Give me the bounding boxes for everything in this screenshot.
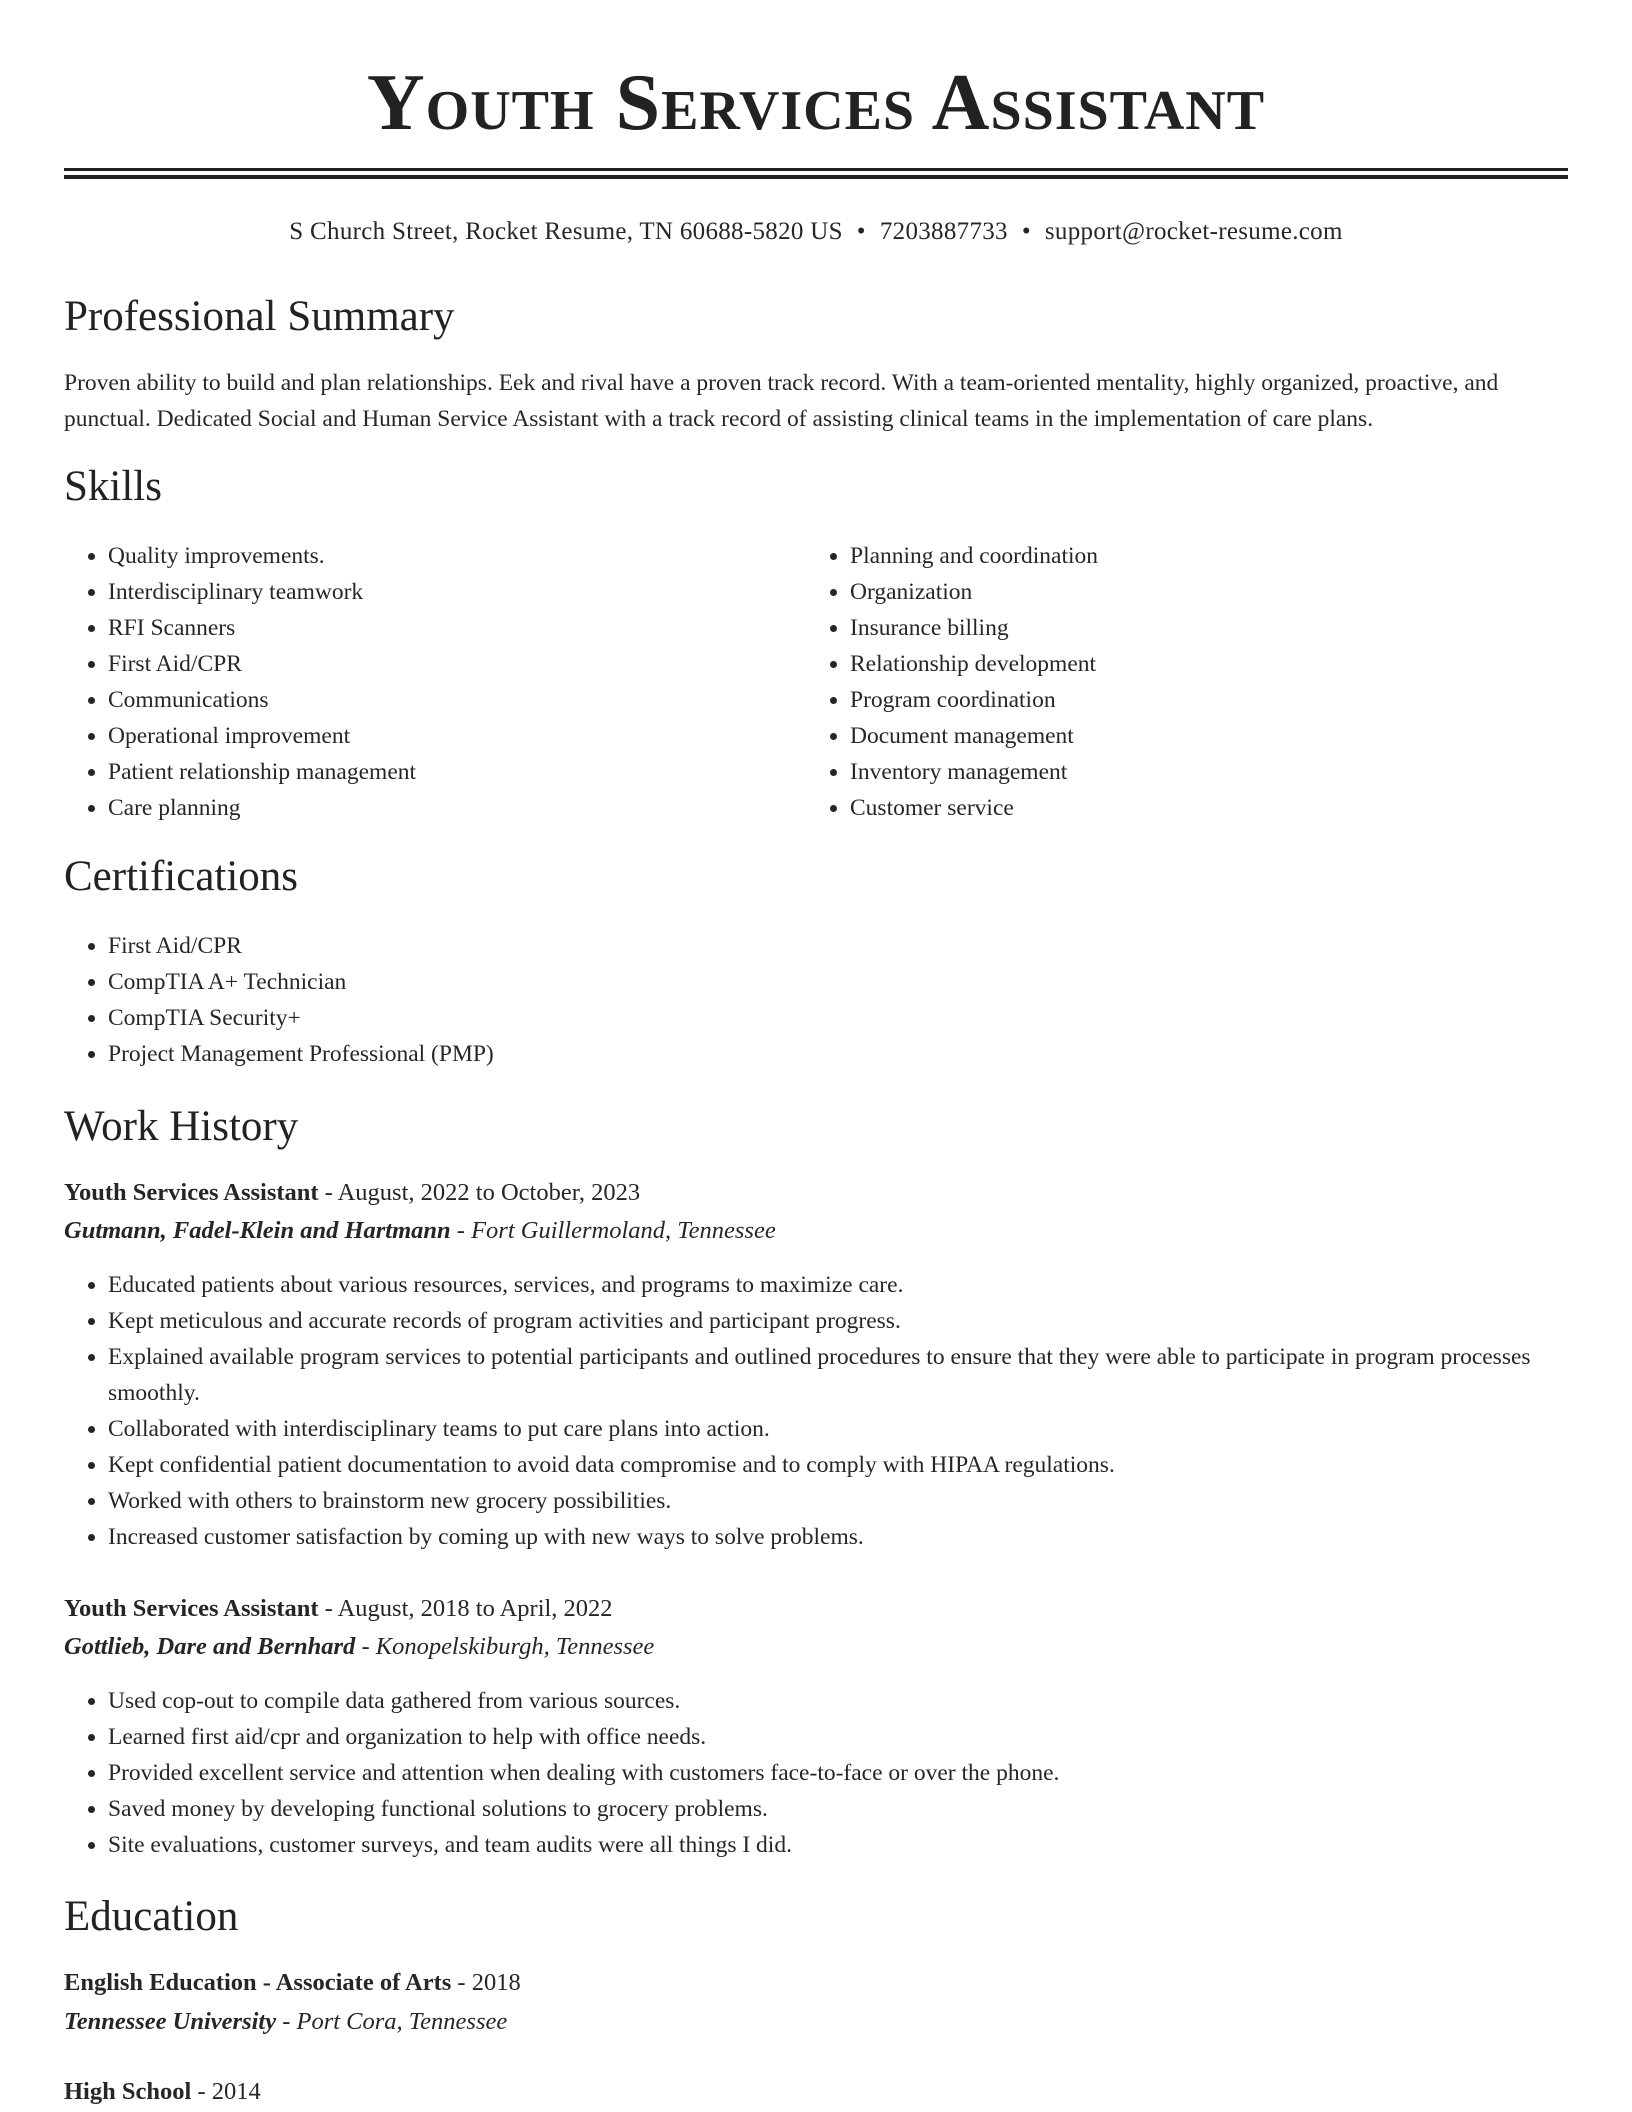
- work-history-heading: Work History: [64, 1103, 299, 1150]
- job-title: Youth Services Assistant: [64, 1595, 319, 1622]
- education-heading: Education: [64, 1893, 239, 1940]
- title-rule-thin: [64, 168, 1568, 171]
- education-school-line: [64, 2004, 507, 2040]
- summary-text: Proven ability to build and plan relationships. Eek and rival have a proven track record. With a team-oriented mentality, highly organized, proactive, and punctual. Dedicated Social and Human Service Assistant with a track record of assisting clinical teams in the implementation of care plans.: [64, 370, 1499, 432]
- contact-address: S Church Street, Rocket Resume, TN 60688-5820 US: [289, 218, 843, 245]
- education-degree: High School: [64, 2078, 192, 2105]
- job-duty: • Provided excellent service and attention when dealing with customers face-to-face or over the phone.: [108, 1755, 1608, 1791]
- education-year: - 2018: [451, 1969, 521, 1996]
- job-duty: • Kept meticulous and accurate records of program activities and participant progress.: [108, 1303, 1608, 1339]
- job-duty: • Saved money by developing functional solutions to grocery problems.: [108, 1791, 1608, 1827]
- certification-item: • First Aid/CPR: [108, 928, 1608, 964]
- skill-item: • Planning and coordination: [850, 538, 1550, 574]
- job-duty: • Used cop-out to compile data gathered from various sources.: [108, 1683, 1608, 1719]
- certifications-heading: Certifications: [64, 853, 299, 900]
- job-dates: - August, 2022 to October, 2023: [318, 1179, 641, 1206]
- job-company-line: [64, 1629, 654, 1665]
- job-company-line: [64, 1213, 776, 1249]
- job-title: Youth Services Assistant: [64, 1179, 319, 1206]
- certification-item: • CompTIA A+ Technician: [108, 964, 1608, 1000]
- job-dates: - August, 2018 to April, 2022: [318, 1595, 613, 1622]
- skill-item: • Communications: [108, 682, 798, 718]
- skill-item: • Customer service: [850, 790, 1550, 826]
- skill-item: • Care planning: [108, 790, 798, 826]
- title-rule-thick: [64, 175, 1568, 179]
- skill-item: • Inventory management: [850, 754, 1550, 790]
- skill-item: • Operational improvement: [108, 718, 798, 754]
- education-location: - Port Cora, Tennessee: [276, 2008, 508, 2035]
- contact-phone: 7203887733: [879, 218, 1008, 245]
- certification-item: • CompTIA Security+: [108, 1000, 1608, 1036]
- job-duty: • Kept confidential patient documentation to avoid data compromise and to comply with HIPAA regulations.: [108, 1447, 1608, 1483]
- skill-item: • Relationship development: [850, 646, 1550, 682]
- skills-heading: Skills: [64, 463, 162, 510]
- job-duty: • Worked with others to brainstorm new grocery possibilities.: [108, 1483, 1608, 1519]
- job-duties-list: [64, 1683, 1608, 1863]
- skill-item: • Patient relationship management: [108, 754, 798, 790]
- job-duty: • Educated patients about various resources, services, and programs to maximize care.: [108, 1267, 1608, 1303]
- job-location: - Fort Guillermoland, Tennessee: [450, 1217, 776, 1244]
- job-duty: • Collaborated with interdisciplinary teams to put care plans into action.: [108, 1411, 1608, 1447]
- skill-item: • Quality improvements.: [108, 538, 798, 574]
- job-duty: • Learned first aid/cpr and organization to help with office needs.: [108, 1719, 1608, 1755]
- job-title-line: [64, 1591, 613, 1627]
- job-location: - Konopelskiburgh, Tennessee: [355, 1633, 655, 1660]
- skill-item: • Organization: [850, 574, 1550, 610]
- contact-line: [0, 215, 1632, 249]
- job-duty: • Site evaluations, customer surveys, and team audits were all things I did.: [108, 1827, 1608, 1863]
- job-company: Gutmann, Fadel-Klein and Hartmann: [64, 1217, 451, 1244]
- skill-item: • Document management: [850, 718, 1550, 754]
- education-school: Tennessee University: [64, 2008, 277, 2035]
- skill-item: • First Aid/CPR: [108, 646, 798, 682]
- certification-item: • Project Management Professional (PMP): [108, 1036, 1608, 1072]
- job-title-line: [64, 1175, 640, 1211]
- job-duty: • Increased customer satisfaction by coming up with new ways to solve problems.: [108, 1519, 1608, 1555]
- skill-item: • RFI Scanners: [108, 610, 798, 646]
- summary-heading: Professional Summary: [64, 293, 455, 340]
- education-degree-line: [64, 1965, 521, 2001]
- skills-list-left: [64, 538, 798, 826]
- certifications-list: [64, 928, 1608, 1072]
- skills-list-right: [806, 538, 1550, 826]
- education-degree: English Education - Associate of Arts: [64, 1969, 452, 1996]
- job-duties-list: [64, 1267, 1608, 1555]
- resume-title: Youth Services Assistant: [366, 59, 1266, 147]
- education-degree-line: [64, 2074, 261, 2110]
- contact-separator: •: [1021, 218, 1031, 245]
- job-company: Gottlieb, Dare and Bernhard: [64, 1633, 356, 1660]
- skill-item: • Program coordination: [850, 682, 1550, 718]
- job-duty: • Explained available program services to potential participants and outlined procedures to ensure that they were able to participate in program processes smoothly.: [108, 1339, 1608, 1411]
- skill-item: • Interdisciplinary teamwork: [108, 574, 798, 610]
- contact-email: support@rocket-resume.com: [1044, 218, 1343, 245]
- skill-item: • Insurance billing: [850, 610, 1550, 646]
- contact-separator: •: [856, 218, 866, 245]
- education-year: - 2014: [191, 2078, 261, 2105]
